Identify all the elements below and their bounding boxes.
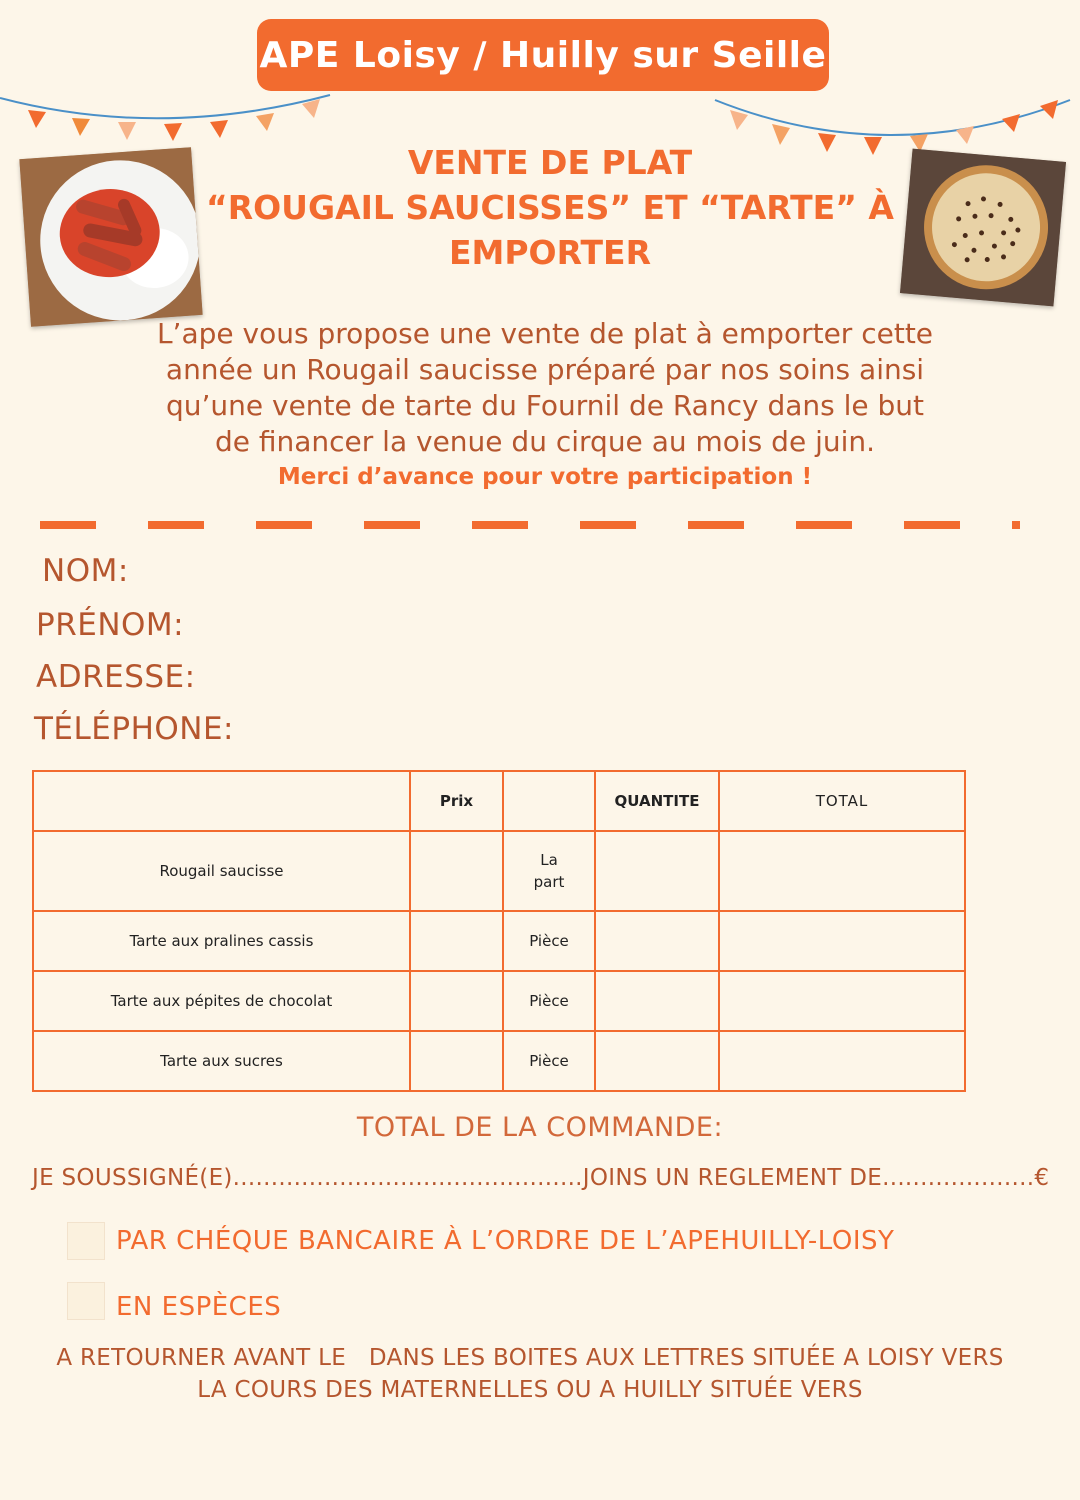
title-line-1: VENTE DE PLAT (407, 143, 693, 182)
product-cell: Tarte aux pépites de chocolat (33, 971, 410, 1031)
total-cell[interactable] (719, 1031, 965, 1091)
soussigne-line: JE SOUSSIGNÉ(E)..............................................JOINS UN REGLEMENT DE....................€ (32, 1165, 1050, 1191)
total-cell[interactable] (719, 971, 965, 1031)
order-table (32, 770, 966, 1092)
unit-cell: Pièce (503, 1031, 595, 1091)
telephone-label: TÉLÉPHONE: (34, 711, 235, 747)
product-cell: Tarte aux pralines cassis (33, 911, 410, 971)
tarte-chocolat-photo (900, 149, 1066, 307)
title-line-3: EMPORTER (448, 233, 651, 272)
especes-checkbox[interactable] (67, 1282, 105, 1320)
quantity-cell[interactable] (595, 971, 719, 1031)
table-row (33, 831, 965, 911)
retour-instructions (20, 1342, 1040, 1406)
thanks-text: Merci d’avance pour votre participation ! (277, 464, 813, 490)
header-quantity: QUANTITE (595, 771, 719, 831)
intro-line-1: L’ape vous propose une vente de plat à emporter cette (156, 317, 934, 350)
quantity-cell[interactable] (595, 831, 719, 911)
table-header-row (33, 771, 965, 831)
unit-cell: Pièce (503, 971, 595, 1031)
price-cell[interactable] (410, 971, 503, 1031)
table-row (33, 911, 965, 971)
price-cell[interactable] (410, 911, 503, 971)
unit-line-2: part (533, 873, 565, 891)
product-cell: Rougail saucisse (33, 831, 410, 911)
prenom-label: PRÉNOM: (36, 607, 185, 643)
page-title (190, 140, 910, 275)
header-total: TOTAL (719, 771, 965, 831)
quantity-cell[interactable] (595, 1031, 719, 1091)
header-product (33, 771, 410, 831)
retour-line-2: LA COURS DES MATERNELLES OU A HUILLY SITUÉE VERS (197, 1377, 863, 1403)
total-cell[interactable] (719, 911, 965, 971)
especes-label: EN ESPÈCES (116, 1292, 282, 1322)
unit-cell: Pièce (503, 911, 595, 971)
header-unit (503, 771, 595, 831)
unit-cell (503, 831, 595, 911)
price-cell[interactable] (410, 1031, 503, 1091)
intro-line-2: année un Rougail saucisse préparé par nos soins ainsi (165, 353, 925, 386)
header-price: Prix (410, 771, 503, 831)
quantity-cell[interactable] (595, 911, 719, 971)
retour-line-1: A RETOURNER AVANT LE DANS LES BOITES AUX LETTRES SITUÉE A LOISY VERS (56, 1345, 1004, 1371)
header-title: APE Loisy / Huilly sur Seille (259, 34, 827, 76)
dashed-separator (40, 520, 1020, 530)
table-row (33, 971, 965, 1031)
price-cell[interactable] (410, 831, 503, 911)
product-cell: Tarte aux sucres (33, 1031, 410, 1091)
intro-line-3: qu’une vente de tarte du Fournil de Rancy dans le but (165, 389, 925, 422)
unit-line-1: La (540, 851, 558, 869)
intro-line-4: de financer la venue du cirque au mois de juin. (214, 425, 876, 458)
header-pill (257, 19, 829, 91)
cheque-checkbox[interactable] (67, 1222, 105, 1260)
intro-paragraph (120, 316, 970, 460)
adresse-label: ADRESSE: (36, 659, 196, 695)
title-line-2: “ROUGAIL SAUCISSES” ET “TARTE” À (206, 188, 894, 227)
nom-label: NOM: (42, 553, 129, 589)
rougail-saucisses-photo (19, 147, 202, 327)
table-row (33, 1031, 965, 1091)
total-commande-label: TOTAL DE LA COMMANDE: (356, 1112, 724, 1143)
cheque-label: PAR CHÉQUE BANCAIRE À L’ORDRE DE L’APEHUILLY-LOISY (116, 1226, 895, 1256)
total-cell[interactable] (719, 831, 965, 911)
